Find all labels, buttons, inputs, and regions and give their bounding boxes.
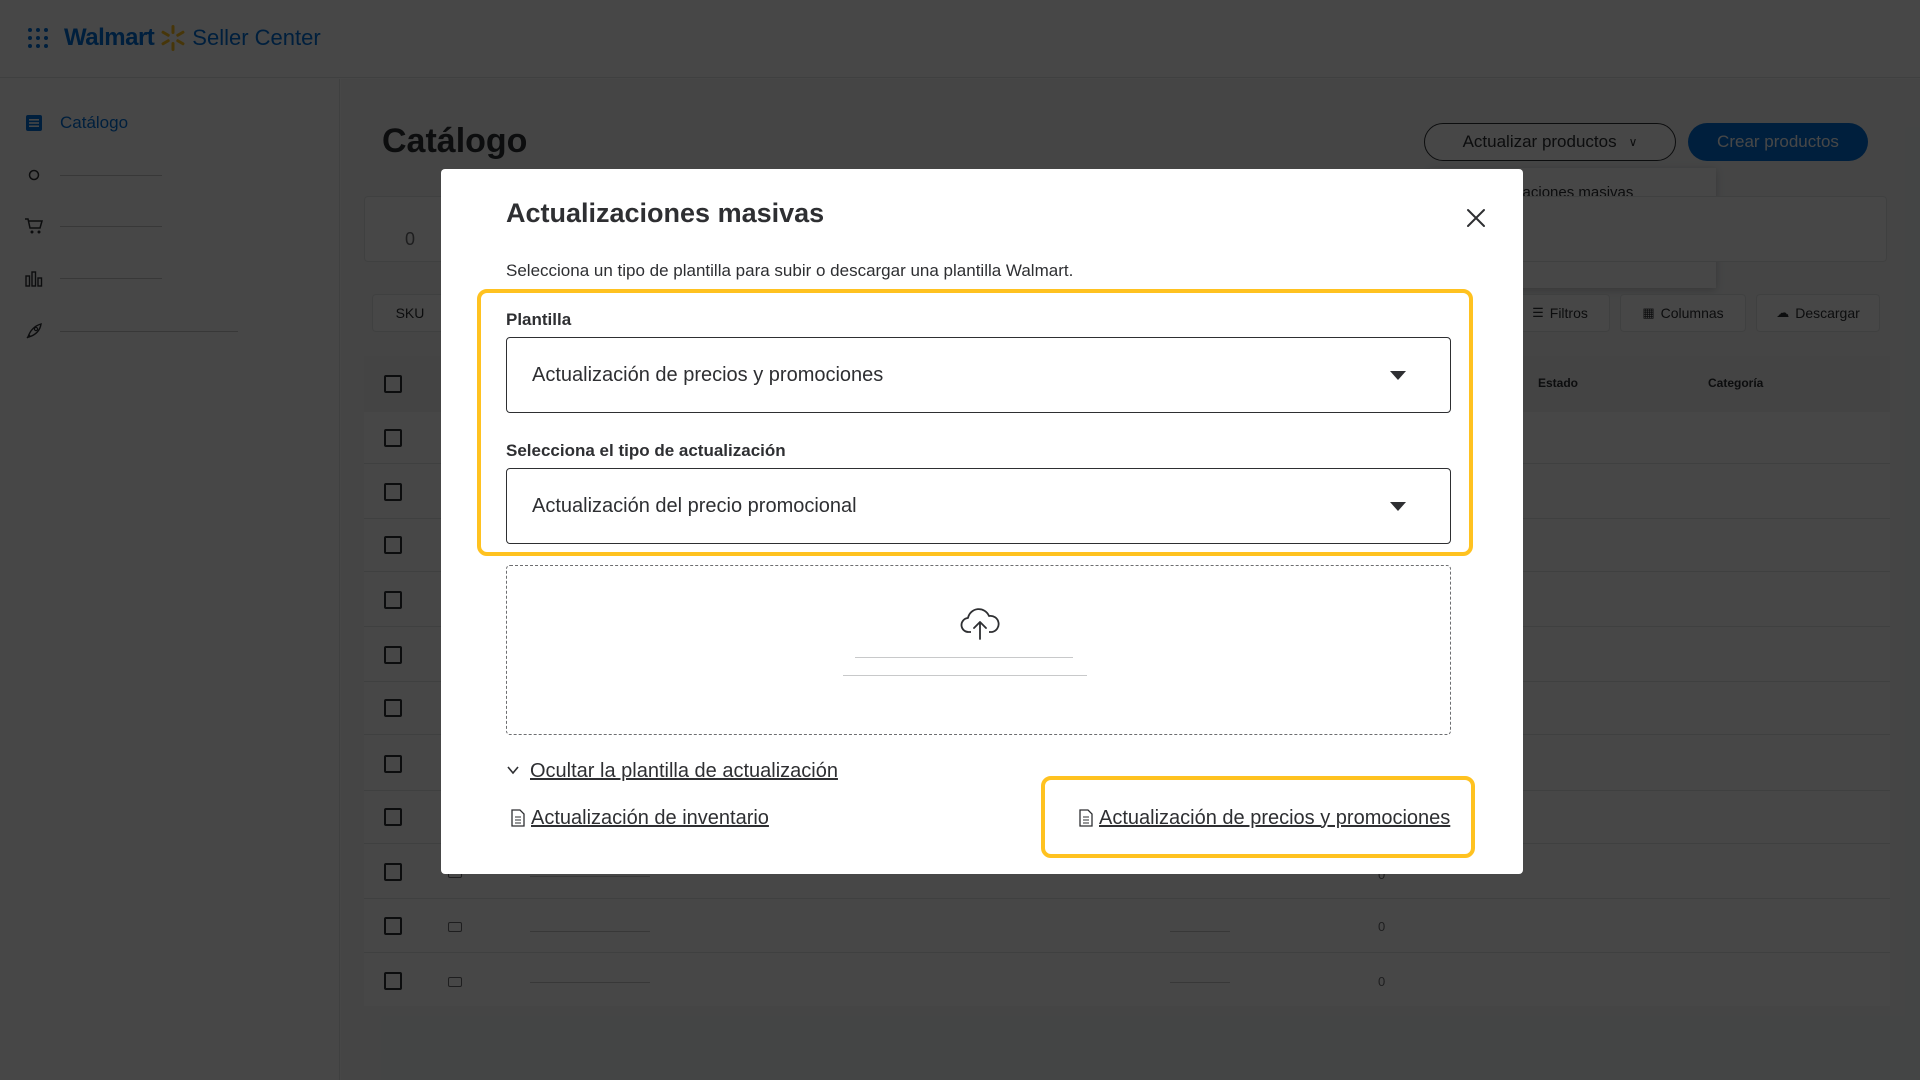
update-type-select[interactable] (506, 468, 1451, 544)
hide-template-label: Ocultar la plantilla de actualización (530, 759, 838, 782)
dropzone-text-placeholder (855, 657, 1073, 658)
hide-template-toggle[interactable] (506, 757, 838, 785)
update-type-select-value: Actualización del precio promocional (532, 494, 857, 517)
document-icon (510, 809, 526, 827)
template-label: Plantilla (506, 310, 572, 329)
template-select-value: Actualización de precios y promociones (532, 363, 884, 386)
cloud-upload-icon (960, 606, 1000, 642)
caret-down-icon (1390, 371, 1406, 380)
prices-template-link[interactable] (1078, 803, 1450, 833)
caret-down-icon (1390, 502, 1406, 511)
chevron-down-icon (506, 763, 520, 777)
inventory-template-label: Actualización de inventario (531, 806, 769, 829)
document-icon (1078, 809, 1094, 827)
bulk-updates-modal (441, 169, 1523, 874)
modal-description: Selecciona un tipo de plantilla para subir o descargar una plantilla Walmart. (506, 261, 1074, 280)
dropzone-text-placeholder (843, 675, 1087, 676)
close-icon[interactable] (1463, 205, 1489, 231)
file-upload-dropzone[interactable] (506, 565, 1451, 735)
template-select[interactable] (506, 337, 1451, 413)
prices-template-label: Actualización de precios y promociones (1099, 806, 1451, 829)
update-type-label: Selecciona el tipo de actualización (506, 441, 786, 460)
inventory-template-link[interactable] (510, 803, 769, 833)
modal-title: Actualizaciones masivas (506, 198, 825, 228)
